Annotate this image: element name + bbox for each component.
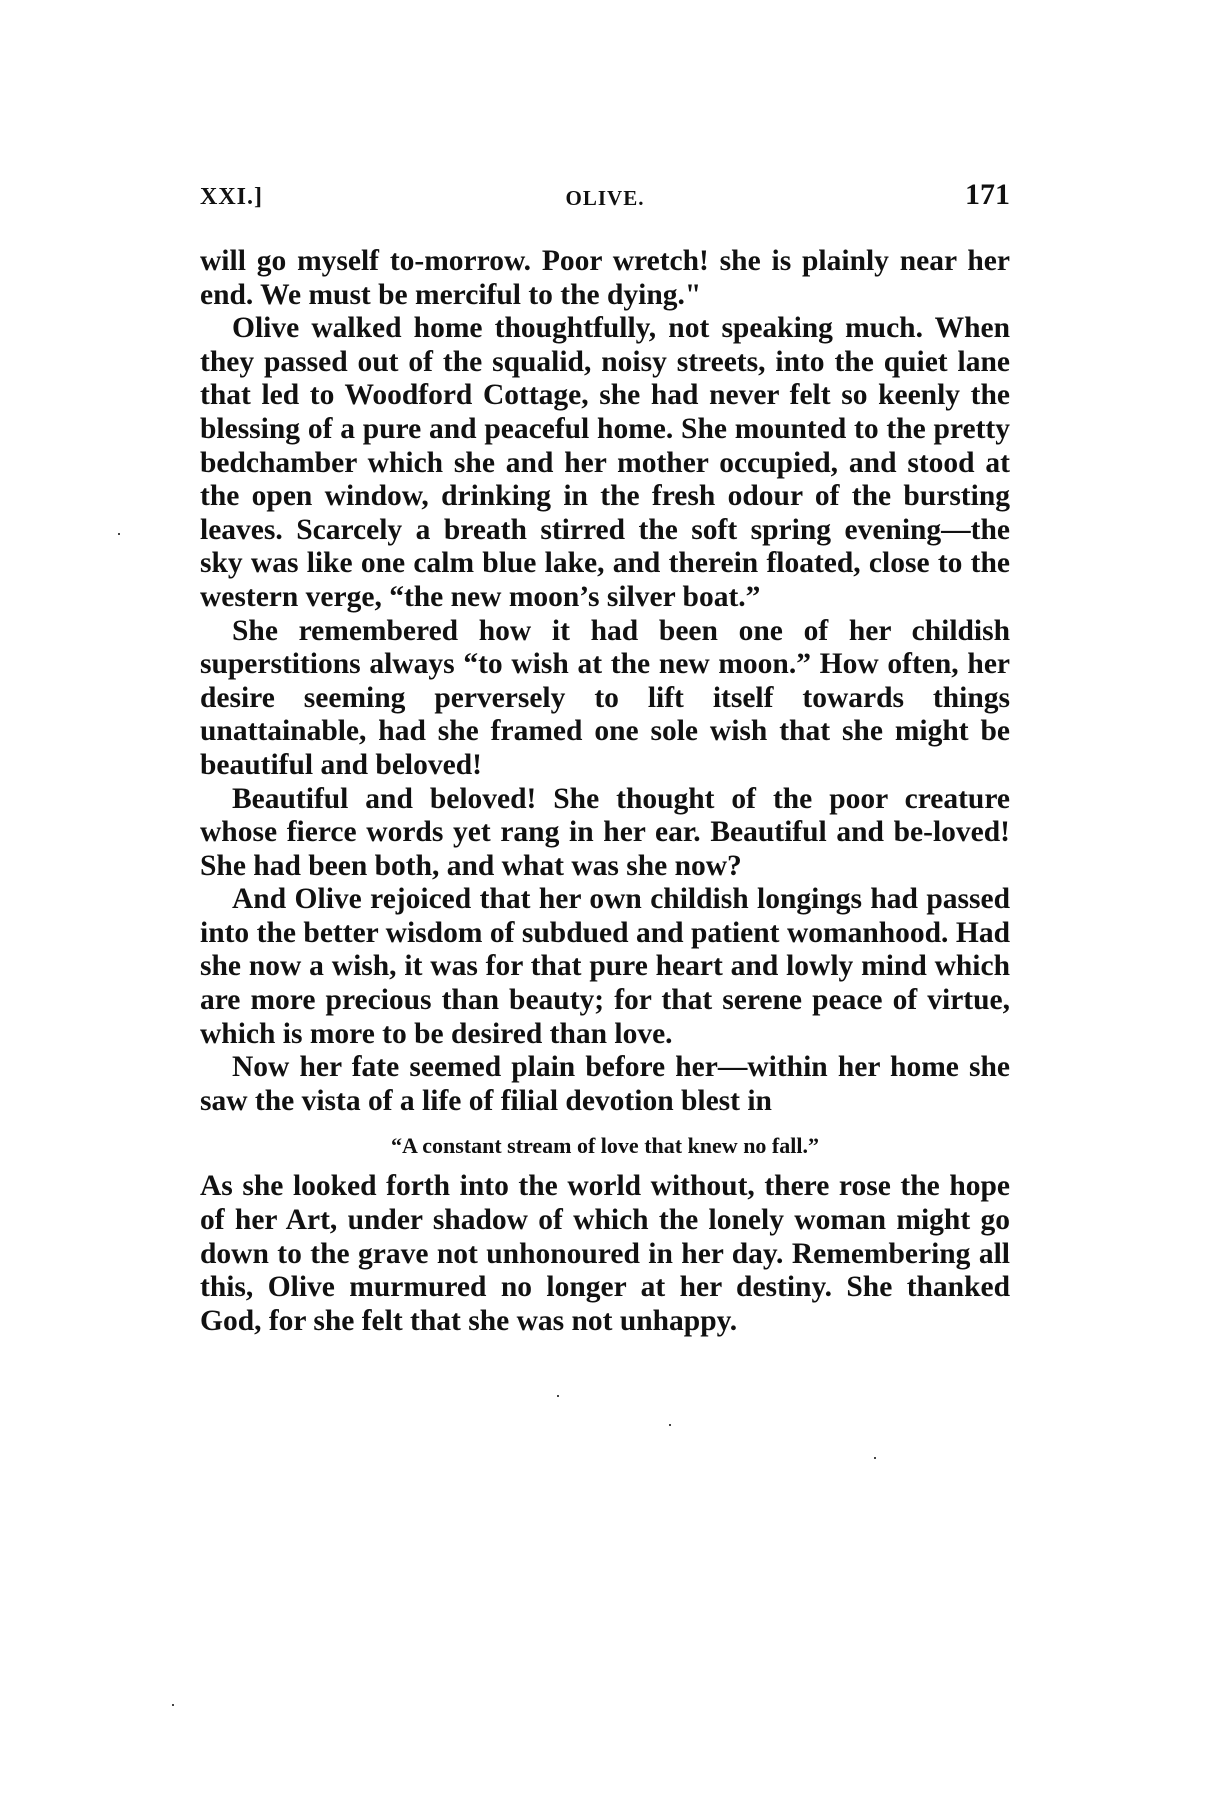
print-speck: [172, 1704, 174, 1706]
block-quote: “A constant stream of love that knew no fall.”: [391, 1133, 819, 1159]
running-title: OLIVE.: [565, 186, 645, 210]
paragraph: She remembered how it had been one of her childish superstitions always “to wish at the new moon.” How often, her desire seeming perversely to lift itself towards things unattainable, had she framed one sole wish that she might be beautiful and beloved!: [200, 614, 1010, 781]
chapter-marker: XXI.]: [200, 184, 263, 210]
page-number: 171: [965, 178, 1010, 211]
print-speck: [874, 1457, 876, 1459]
paragraph: Beautiful and beloved! She thought of the poor creature whose fierce words yet rang in her ear. Beautiful and be-loved! She had been both, and what was she now?: [200, 782, 1010, 882]
print-speck: [557, 1395, 559, 1397]
body-text: [200, 245, 1010, 1338]
print-speck: [118, 533, 120, 535]
closing-paragraph: As she looked forth into the world without, there rose the hope of her Art, under shadow of which the lonely woman might go down to the grave not unhonoured in her day. Remembering all this, Olive murmured no longer at her destiny. She thanked God, for she felt that she was not unhappy.: [200, 1170, 1010, 1337]
paragraph: And Olive rejoiced that her own childish longings had passed into the better wisdom of subdued and patient womanhood. Had she now a wish, it was for that pure heart and lowly mind which are more precious than beauty; for that serene peace of virtue, which is more to be desired than love.: [200, 883, 1010, 1050]
paragraph: Olive walked home thoughtfully, not speaking much. When they passed out of the squalid, noisy streets, into the quiet lane that led to Woodford Cottage, she had never felt so keenly the blessing of a pure and peaceful home. She mounted to the pretty bedchamber which she and her mother occupied, and stood at the open window, drinking in the fresh odour of the bursting leaves. Scarcely a breath stirred the soft spring evening—the sky was like one calm blue lake, and therein floated, close to the western verge, “the new moon’s silver boat.”: [200, 312, 1010, 613]
running-head: [200, 178, 1010, 218]
paragraph: Now her fate seemed plain before her—within her home she saw the vista of a life of filial devotion blest in: [200, 1051, 1010, 1117]
paragraph: will go myself to-morrow. Poor wretch! she is plainly near her end. We must be merciful to the dying.": [200, 245, 1010, 311]
print-speck: [669, 1424, 671, 1426]
